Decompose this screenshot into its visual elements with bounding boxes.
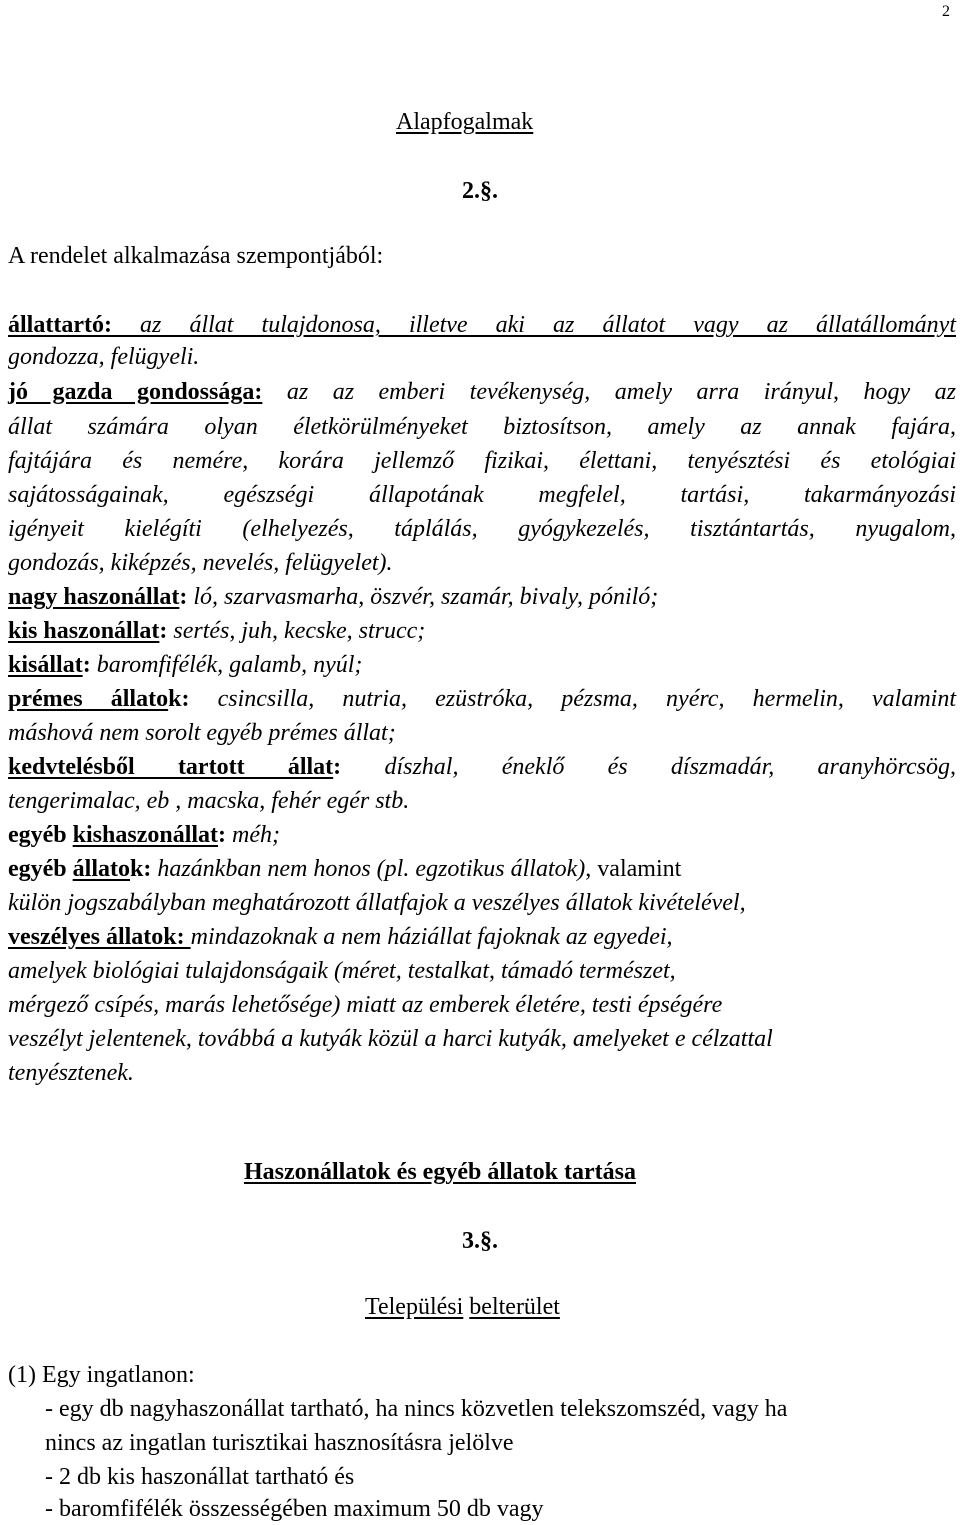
list-item-3: - baromfifélék összességében maximum 50 db vagy: [45, 1496, 544, 1522]
definition-premes-line1: prémes állatok: csincsilla, nutria, ezüstróka, pézsma, nyérc, hermelin, valamint: [8, 686, 956, 712]
definition-kisallat: kisállat: baromfifélék, galamb, nyúl;: [8, 652, 363, 678]
definition-gazda-line5: igényeit kielégíti (elhelyezés, táplálás, gyógykezelés, tisztántartás, nyugalom,: [8, 516, 956, 542]
section-number-3: 3.§.: [462, 1228, 498, 1254]
heading-alapfogalmak: Alapfogalmak: [396, 109, 534, 135]
term-kisallat: kisállat: [8, 652, 83, 678]
definition-egyeb-kishaszonallat: egyéb kishaszonállat: méh;: [8, 822, 281, 848]
section-number-2: 2.§.: [462, 178, 498, 204]
definition-kedvteles-line2: tengerimalac, eb , macska, fehér egér stb.: [8, 788, 410, 814]
intro-text: A rendelet alkalmazása szempontjából:: [8, 243, 384, 269]
definition-veszelyes-line2: amelyek biológiai tulajdonságaik (méret, testalkat, támadó természet,: [8, 958, 676, 984]
term-veszelyes-allatok: veszélyes állatok:: [8, 924, 191, 950]
term-jo-gazda: jó gazda gondossága:: [8, 379, 263, 405]
definition-allattarto-line2: gondozza, felügyeli.: [8, 344, 200, 370]
definition-gazda-line2: állat számára olyan életkörülményeket biztosítson, amely az annak fajára,: [8, 414, 956, 440]
definition-gazda-line4: sajátosságainak, egészségi állapotának megfelel, tartási, takarmányozási: [8, 482, 956, 508]
definition-veszelyes-line5: tenyésztenek.: [8, 1060, 134, 1086]
definition-kis-haszonallat: kis haszonállat: sertés, juh, kecske, strucc;: [8, 618, 426, 644]
term-nagy-haszonallat: nagy haszonállat: [8, 584, 180, 610]
definition-egyeb-allatok-line1: egyéb állatok: hazánkban nem honos (pl. egzotikus állatok), valamint: [8, 856, 682, 882]
definition-gazda-line6: gondozás, kiképzés, nevelés, felügyelet).: [8, 550, 393, 576]
list-item-1-line1: - egy db nagyhaszonállat tartható, ha nincs közvetlen telekszomszéd, vagy ha: [45, 1396, 788, 1422]
term-kis-haszonallat: kis haszonállat: [8, 618, 160, 644]
list-item-2: - 2 db kis haszonállat tartható és: [45, 1464, 355, 1490]
definition-veszelyes-line1: veszélyes állatok: mindazoknak a nem háziállat fajoknak az egyedei,: [8, 924, 673, 950]
definition-egyeb-allatok-line2: külön jogszabályban meghatározott állatfajok a veszélyes állatok kivételével,: [8, 890, 746, 916]
subheading-telepulesi-belterulet: Települési belterület: [365, 1294, 560, 1320]
definition-veszelyes-line3: mérgező csípés, marás lehetősége) miatt az emberek életére, testi épségére: [8, 992, 723, 1018]
heading-haszonallatok: Haszonállatok és egyéb állatok tartása: [244, 1159, 636, 1185]
definition-kedvteles-line1: kedvtelésből tartott állat: díszhal, éneklő és díszmadár, aranyhörcsög,: [8, 754, 956, 780]
paragraph-1-intro: (1) Egy ingatlanon:: [8, 1362, 195, 1388]
term-egyeb-kishaszonallat: kishaszonállat: [72, 822, 219, 848]
definition-premes-line2: máshová nem sorolt egyéb prémes állat;: [8, 720, 396, 746]
term-allattarto: állattartó:: [8, 312, 112, 338]
definition-allattarto-line1: állattartó: az állat tulajdonosa, illetve aki az állatot vagy az állatállományt: [8, 312, 956, 338]
definition-nagy-haszonallat: nagy haszonállat: ló, szarvasmarha, öszvér, szamár, bivaly, póniló;: [8, 584, 659, 610]
term-egyeb-allatok: állato: [72, 856, 130, 882]
definition-veszelyes-line4: veszélyt jelentenek, továbbá a kutyák közül a harci kutyák, amelyeket e célzattal: [8, 1026, 773, 1052]
definition-gazda-line3: fajtájára és nemére, korára jellemző fizikai, élettani, tenyésztési és etológiai: [8, 448, 956, 474]
list-item-1-line2: nincs az ingatlan turisztikai hasznosításra jelölve: [45, 1430, 514, 1456]
term-kedvtelesbol-tartott-allat: kedvtelésből tartott állat: [8, 754, 334, 780]
term-premes-allatok: prémes állato: [8, 686, 169, 712]
definition-gazda-line1: jó gazda gondossága: az az emberi tevékenység, amely arra irányul, hogy az: [8, 379, 957, 405]
page-number: 2: [942, 3, 950, 20]
